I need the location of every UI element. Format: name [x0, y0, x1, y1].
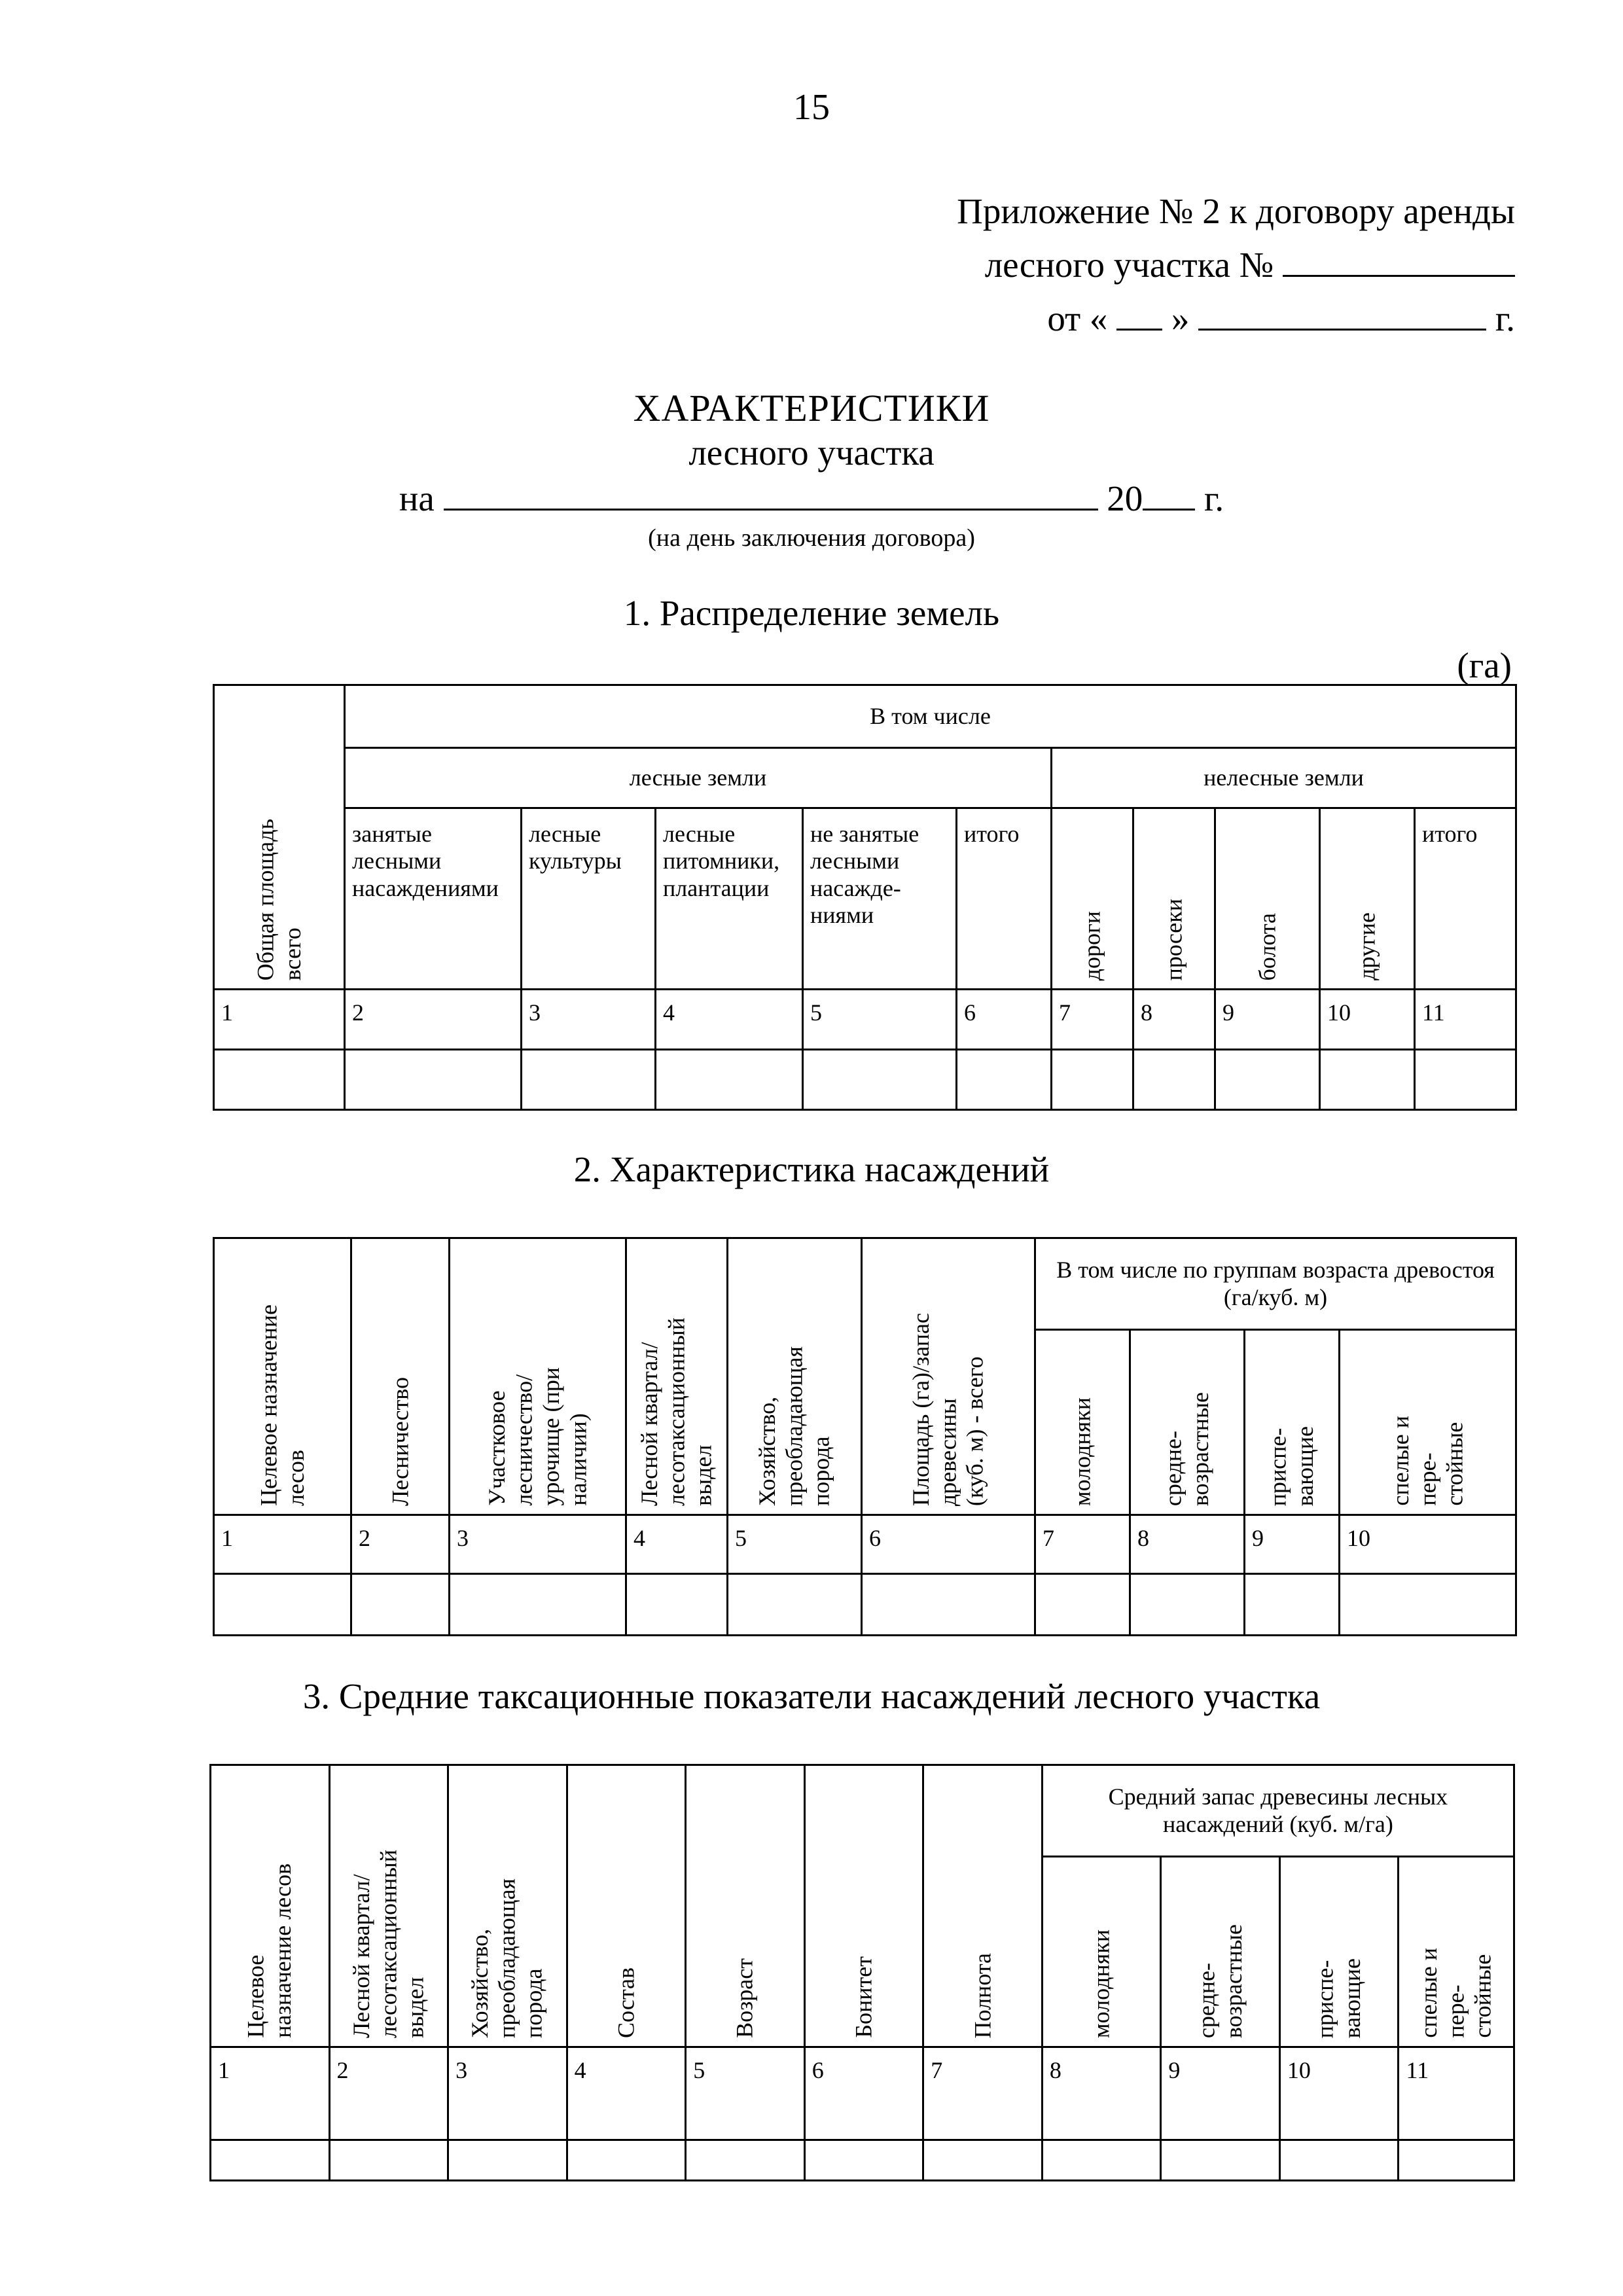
- col-number: 5: [803, 990, 957, 1050]
- col-number: 4: [626, 1515, 728, 1574]
- col-bonitet: Бонитет: [804, 1765, 923, 2047]
- col-mature: спелые и пере- стойные: [1340, 1330, 1516, 1515]
- data-cell[interactable]: [923, 2140, 1043, 2181]
- col-number: 2: [329, 2047, 448, 2140]
- col-other: другие: [1320, 808, 1415, 990]
- section3-title: 3. Средние таксационные показатели насаждений лесного участка: [302, 1676, 1321, 1716]
- land-distribution-table: [213, 684, 1517, 1111]
- col-occupied-stands: занятые лесными насаждениями: [345, 808, 522, 990]
- col-number: 1: [214, 990, 345, 1050]
- col-number: 9: [1161, 2047, 1280, 2140]
- date-close-quote: »: [1171, 298, 1190, 338]
- data-cell[interactable]: [214, 1574, 351, 1636]
- appendix-block: [957, 185, 1515, 346]
- col-forestry: Лесничество: [351, 1238, 450, 1515]
- col-number: 3: [448, 2047, 567, 2140]
- date-note: (на день заключения договора): [648, 524, 975, 552]
- data-cell[interactable]: [957, 1050, 1052, 1110]
- col-number: 7: [1035, 1515, 1130, 1574]
- data-cell[interactable]: [1320, 1050, 1415, 1110]
- col-number: 9: [1245, 1515, 1340, 1574]
- data-cell[interactable]: [656, 1050, 803, 1110]
- col-mature: спелые и пере- стойные: [1399, 1857, 1514, 2047]
- col-swamps: болота: [1215, 808, 1320, 990]
- col-clearings: просеки: [1133, 808, 1215, 990]
- year-blank[interactable]: [1143, 480, 1195, 511]
- data-cell[interactable]: [1399, 2140, 1514, 2181]
- date-year-suffix: г.: [1495, 298, 1515, 338]
- month-year-blank[interactable]: [1198, 300, 1486, 331]
- data-cell[interactable]: [1340, 1574, 1516, 1636]
- col-number: 2: [351, 1515, 450, 1574]
- col-number: 8: [1133, 990, 1215, 1050]
- col-number: 8: [1042, 2047, 1161, 2140]
- document-subtitle: лесного участка: [688, 433, 935, 473]
- col-quarter: Лесной квартал/ лесотаксационный выдел: [329, 1765, 448, 2047]
- data-cell[interactable]: [351, 1574, 450, 1636]
- data-cell[interactable]: [211, 2140, 330, 2181]
- col-number: 10: [1279, 2047, 1399, 2140]
- data-cell[interactable]: [1042, 2140, 1161, 2181]
- data-cell[interactable]: [862, 1574, 1035, 1636]
- data-cell[interactable]: [567, 2140, 686, 2181]
- data-cell[interactable]: [1161, 2140, 1280, 2181]
- stands-characteristics-table: [213, 1237, 1517, 1636]
- col-farming-species: Хозяйство, преобладающая порода: [448, 1765, 567, 2047]
- col-purpose: Целевое назначение лесов: [214, 1238, 351, 1515]
- data-cell[interactable]: [1415, 1050, 1516, 1110]
- col-number: 10: [1340, 1515, 1516, 1574]
- empty-data-row: [214, 1050, 1516, 1110]
- col-number: 3: [450, 1515, 626, 1574]
- empty-data-row: [211, 2140, 1514, 2181]
- appendix-line-2: [957, 238, 1515, 292]
- col-age: Возраст: [686, 1765, 805, 2047]
- number-row: [214, 990, 1516, 1050]
- col-unoccupied: не занятые лесными насажде-ниями: [803, 808, 957, 990]
- col-farming-species: Хозяйство, преобладающая порода: [728, 1238, 862, 1515]
- header-including: В том числе: [345, 685, 1516, 748]
- header-nonforest-lands: нелесные земли: [1052, 748, 1516, 808]
- appendix-contract-label: лесного участка №: [984, 245, 1274, 285]
- col-quarter: Лесной квартал/ лесотаксационный выдел: [626, 1238, 728, 1515]
- col-total-area: Общая площадь всего: [214, 685, 345, 990]
- col-nurseries: лесные питомники, плантации: [656, 808, 803, 990]
- date-prefix: на: [399, 478, 435, 518]
- col-forest-cultures: лесные культуры: [522, 808, 656, 990]
- col-nonforest-total: итого: [1415, 808, 1516, 990]
- date-open-quote: от «: [1047, 298, 1108, 338]
- data-cell[interactable]: [448, 2140, 567, 2181]
- document-title: ХАРАКТЕРИСТИКИ: [633, 387, 990, 429]
- data-cell[interactable]: [214, 1050, 345, 1110]
- header-average-stock: Средний запас древесины лесных насаждений (куб. м/га): [1042, 1765, 1514, 1857]
- col-roads: дороги: [1052, 808, 1133, 990]
- col-maturing: приспе- вающие: [1279, 1857, 1399, 2047]
- header-forest-lands: лесные земли: [345, 748, 1052, 808]
- col-number: 8: [1130, 1515, 1245, 1574]
- col-purpose: Целевое назначение лесов: [211, 1765, 330, 2047]
- data-cell[interactable]: [686, 2140, 805, 2181]
- data-cell[interactable]: [1035, 1574, 1130, 1636]
- col-forest-total: итого: [957, 808, 1052, 990]
- col-number: 11: [1399, 2047, 1514, 2140]
- col-number: 7: [1052, 990, 1133, 1050]
- contract-number-blank[interactable]: [1283, 246, 1515, 277]
- col-number: 5: [686, 2047, 805, 2140]
- col-number: 10: [1320, 990, 1415, 1050]
- col-number: 5: [728, 1515, 862, 1574]
- data-cell[interactable]: [1215, 1050, 1320, 1110]
- data-cell[interactable]: [728, 1574, 862, 1636]
- col-young: молодняки: [1042, 1857, 1161, 2047]
- section2-title: 2. Характеристика насаждений: [573, 1149, 1050, 1189]
- col-young: молодняки: [1035, 1330, 1130, 1515]
- number-row: [214, 1515, 1516, 1574]
- data-cell[interactable]: [804, 2140, 923, 2181]
- data-cell[interactable]: [803, 1050, 957, 1110]
- number-row: [211, 2047, 1514, 2140]
- data-cell[interactable]: [522, 1050, 656, 1110]
- date-blank[interactable]: [444, 480, 1098, 511]
- col-number: 1: [211, 2047, 330, 2140]
- col-number: 2: [345, 990, 522, 1050]
- date-suffix: г.: [1204, 478, 1224, 518]
- header-age-groups: В том числе по группам возраста древостоя (га/куб. м): [1035, 1238, 1516, 1330]
- col-number: 3: [522, 990, 656, 1050]
- taxation-indicators-table: [209, 1764, 1515, 2181]
- col-number: 9: [1215, 990, 1320, 1050]
- page-number: 15: [793, 87, 830, 128]
- col-number: 6: [862, 1515, 1035, 1574]
- section1-unit: (га): [1457, 645, 1512, 685]
- col-district-forestry: Участковое лесничество/ урочище (при наличии): [450, 1238, 626, 1515]
- col-density: Полнота: [923, 1765, 1043, 2047]
- col-number: 7: [923, 2047, 1043, 2140]
- data-cell[interactable]: [345, 1050, 522, 1110]
- col-number: 4: [567, 2047, 686, 2140]
- data-cell[interactable]: [1130, 1574, 1245, 1636]
- col-middle-aged: средне- возрастные: [1161, 1857, 1280, 2047]
- data-cell[interactable]: [329, 2140, 448, 2181]
- section1-title: 1. Распределение земель: [623, 593, 1000, 633]
- col-maturing: приспе- вающие: [1245, 1330, 1340, 1515]
- data-cell[interactable]: [1052, 1050, 1133, 1110]
- date-year: 20: [1107, 478, 1143, 518]
- col-composition: Состав: [567, 1765, 686, 2047]
- col-number: 6: [804, 2047, 923, 2140]
- date-line: [0, 478, 1623, 519]
- appendix-line-1: Приложение № 2 к договору аренды: [957, 191, 1515, 231]
- appendix-line-3: [957, 292, 1515, 346]
- data-cell[interactable]: [1279, 2140, 1399, 2181]
- col-number: 1: [214, 1515, 351, 1574]
- data-cell[interactable]: [626, 1574, 728, 1636]
- col-middle-aged: средне- возрастные: [1130, 1330, 1245, 1515]
- data-cell[interactable]: [450, 1574, 626, 1636]
- data-cell[interactable]: [1245, 1574, 1340, 1636]
- empty-data-row: [214, 1574, 1516, 1636]
- data-cell[interactable]: [1133, 1050, 1215, 1110]
- day-blank[interactable]: [1116, 300, 1162, 331]
- col-number: 4: [656, 990, 803, 1050]
- col-area-stock: Площадь (га)/запас древесины (куб. м) - всего: [862, 1238, 1035, 1515]
- col-number: 6: [957, 990, 1052, 1050]
- col-number: 11: [1415, 990, 1516, 1050]
